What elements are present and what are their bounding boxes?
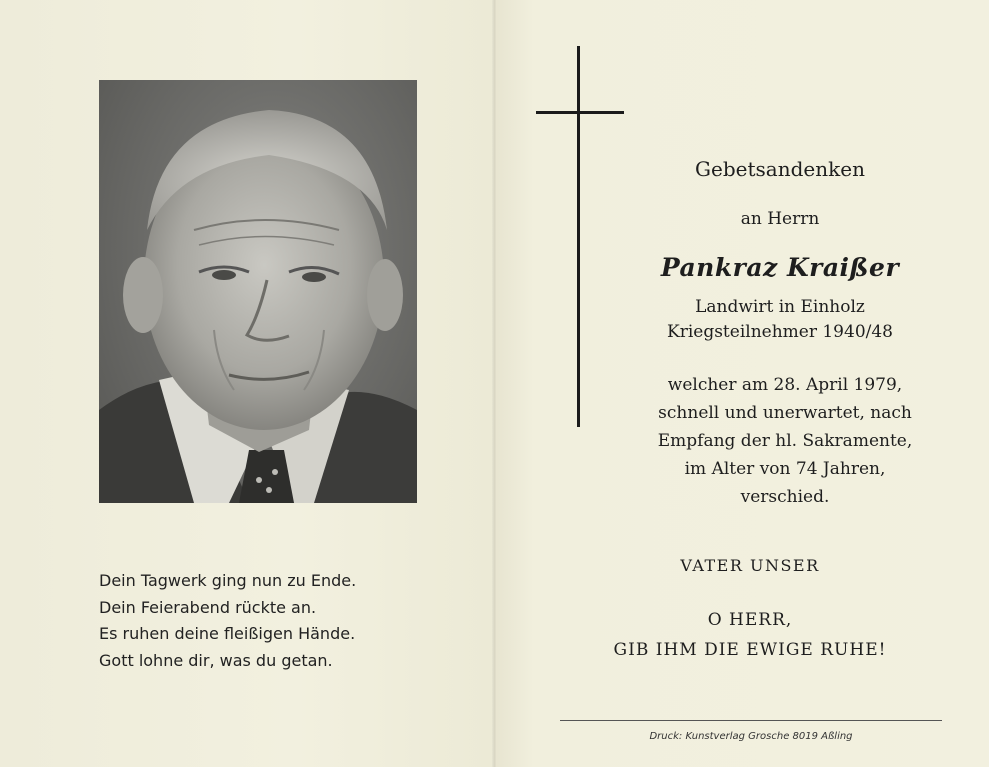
occupation: Landwirt in Einholz <box>695 297 865 317</box>
death-line: welcher am 28. April 1979, <box>667 375 903 395</box>
poem-line: Gott lohne dir, was du getan. <box>99 650 333 670</box>
death-notice <box>600 371 970 511</box>
cross-bar <box>536 111 624 114</box>
closing-line-1: O HERR, <box>707 610 793 630</box>
prayer-title: VATER UNSER <box>680 556 820 575</box>
death-line: verschied. <box>740 487 830 507</box>
death-line: schnell und unerwartet, nach <box>658 403 912 423</box>
death-line: Empfang der hl. Sakramente, <box>657 431 913 451</box>
death-line: im Alter von 74 Jahren, <box>684 459 886 479</box>
poem-line: Es ruhen deine fleißigen Hände. <box>99 624 356 643</box>
portrait-photo <box>99 80 417 503</box>
salutation: an Herrn <box>740 209 820 229</box>
printer-credit: Druck: Kunstverlag Grosche 8019 Aßling <box>649 731 853 742</box>
poem-line: Dein Feierabend rückte an. <box>99 597 317 617</box>
card-title: Gebetsandenken <box>695 157 865 181</box>
card-fold <box>492 0 496 767</box>
portrait-illustration <box>99 80 417 503</box>
closing-line-2: GIB IHM DIE EWIGE RUHE! <box>613 640 887 660</box>
poem <box>99 568 479 674</box>
poem-line: Dein Tagwerk ging nun zu Ende. <box>99 571 357 590</box>
deceased-name: Pankraz Kraißer <box>660 253 900 282</box>
divider <box>560 720 942 721</box>
cross-icon <box>577 46 580 427</box>
veteran-note: Kriegsteilnehmer 1940/48 <box>667 322 893 342</box>
